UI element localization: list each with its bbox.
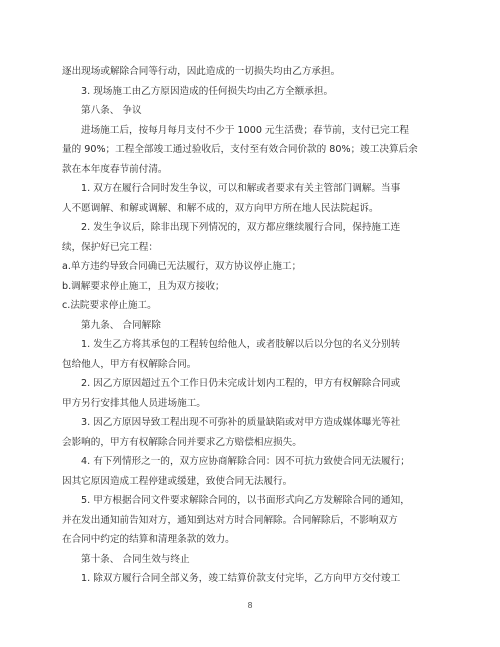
paragraph-line: 并在发出通知前告知对方，通知到达对方时合同解除。合同解除后，不影响双方 (62, 514, 398, 526)
paragraph-line: 1. 除双方履行合同全部义务，竣工结算价款支付完毕，乙方向甲方交付竣工 (81, 573, 401, 584)
paragraph-line: 会影响的，甲方有权解除合同并要求乙方赔偿相应损失。 (62, 436, 302, 448)
list-item: a.单方违约导致合同确已无法履行，双方协议停止施工； (62, 261, 302, 272)
list-item: b.调解要求停止施工，且为双方接收； (62, 280, 225, 292)
paragraph-line: 包给他人，甲方有权解除合同。 (62, 358, 197, 370)
paragraph-line: 人不愿调解、和解或调解、和解不成的，双方向甲方所在地人民法院起诉。 (62, 202, 379, 214)
article-heading: 第十条、 合同生效与终止 (81, 553, 190, 565)
paragraph-line: 5. 甲方根据合同文件要求解除合同的，以书面形式向乙方发解除合同的通知， (81, 495, 410, 506)
list-item: c.法院要求停止施工。 (62, 300, 157, 311)
document-body (62, 62, 442, 589)
paragraph-line: 款在本年度春节前付清。 (62, 163, 168, 175)
paragraph-line: 在合同中约定的结算和清理条款的效力。 (62, 534, 235, 545)
paragraph-line: 甲方另行安排其他人员进场施工。 (62, 397, 206, 409)
page-number: 8 (247, 601, 253, 610)
paragraph-line: 进场施工后，按每月每月支付不少于 1000 元生活费；春节前，支付已完工程 (81, 124, 409, 136)
paragraph-line: 2. 因乙方原因超过五个工作日仍未完成计划内工程的，甲方有权解除合同或 (81, 378, 401, 389)
paragraph-line: 因其它原因造成工程停建或缓建，致使合同无法履行。 (62, 475, 293, 487)
paragraph-line: 1. 发生乙方将其承包的工程转包给他人，或者肢解以后以分包的名义分别转 (81, 339, 401, 350)
article-heading: 第九条、 合同解除 (81, 319, 161, 331)
paragraph-line: 量的 90%；工程全部竣工通过验收后，支付至有效合同价款的 80%；竣工决算后余 (62, 144, 418, 155)
paragraph-line: 3. 现场施工由乙方原因造成的任何损失均由乙方全额承担。 (81, 85, 334, 97)
paragraph-line: 2. 发生争议后，除非出现下列情况的，双方都应继续履行合同，保持施工连 (81, 222, 401, 233)
paragraph-line: 4. 有下列情形之一的，双方应协商解除合同：因不可抗力致使合同无法履行； (81, 456, 410, 467)
article-heading: 第八条、 争议 (81, 105, 142, 116)
paragraph-line: 续，保护好已完工程： (62, 241, 158, 253)
paragraph-line: 3. 因乙方原因导致工程出现不可弥补的质量缺陷或对甲方造成媒体曝光等社 (81, 417, 401, 428)
paragraph-line: 逐出现场或解除合同等行动，因此造成的一切损失均由乙方承担。 (62, 66, 341, 77)
paragraph-line: 1. 双方在履行合同时发生争议，可以和解或者要求有关主管部门调解。当事 (81, 183, 401, 194)
